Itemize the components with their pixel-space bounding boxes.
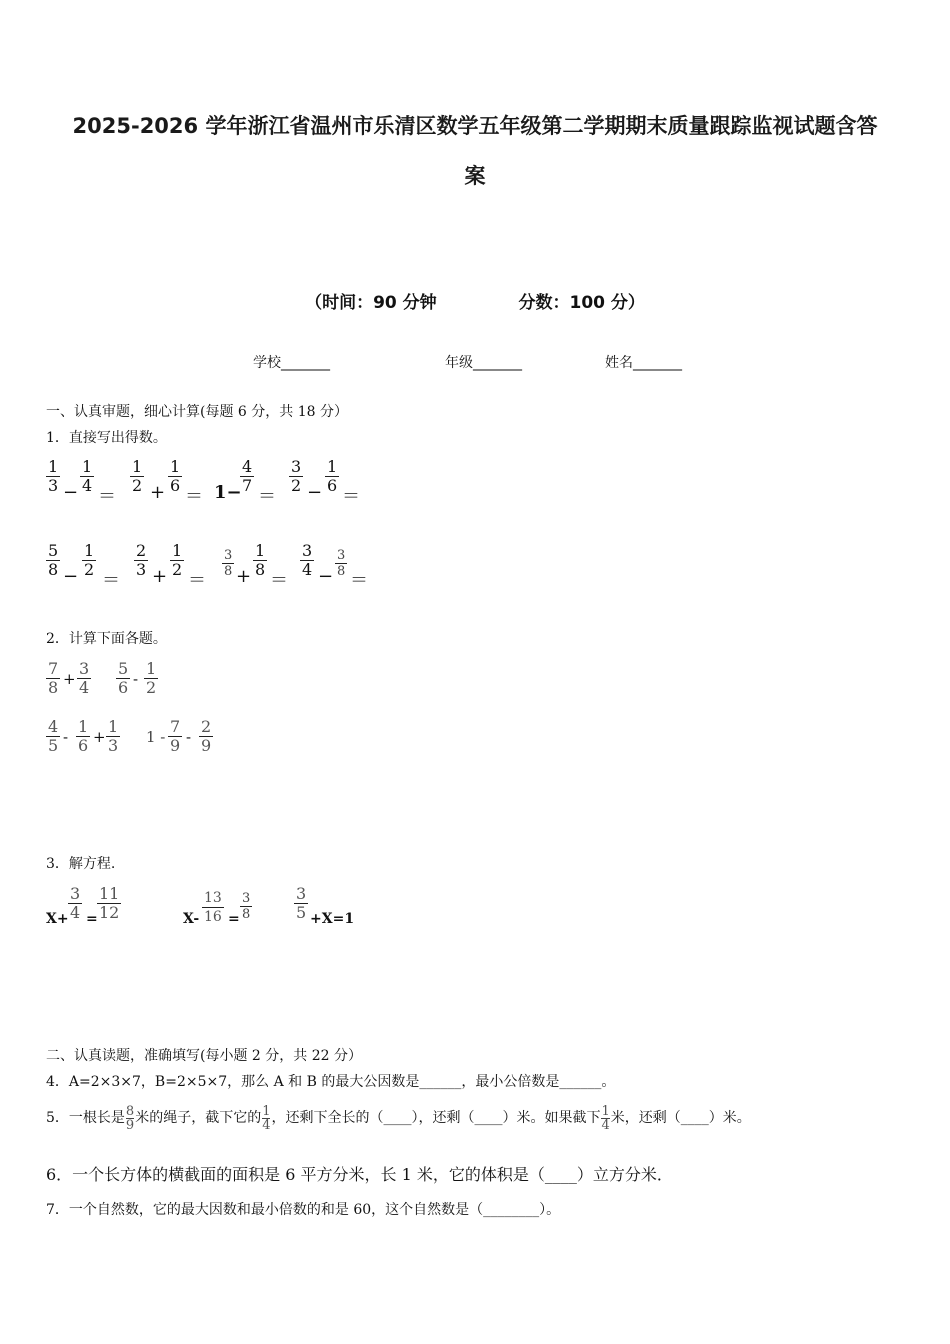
fraction: $\frac{3}{8}$ (242, 891, 251, 922)
fraction: $\frac{1}{4}$ (601, 1103, 610, 1133)
section2-heading: 二、认真读题，准确填写(每小题 2 分，共 22 分） (46, 1048, 362, 1064)
fraction: $\frac{7}{8}$ (48, 659, 59, 697)
fraction: $\frac{1}{3}$ (108, 717, 119, 755)
fraction: $\frac{5}{8}$ (48, 541, 59, 579)
exam-title-line1: 2025-2026 学年浙江省温州市乐清区数学五年级第二学期期末质量跟踪监视试题含答 (72, 114, 878, 138)
fraction: $\frac{3}{4}$ (79, 659, 90, 697)
fraction: $\frac{1}{8}$ (255, 541, 266, 579)
grade-field: 年级_______ (445, 355, 522, 371)
fraction: $\frac{5}{6}$ (118, 659, 129, 697)
q1-label: 1．直接写出得数。 (46, 430, 167, 446)
q1-row2: $\frac{5}{8}$ − $\frac{1}{2}$ ＝ $\frac{2}{3}$ + $\frac{1}{2}$ ＝ $\frac{3}{8}$ + $\frac{1}{8}$ ＝ $\frac{3}{4}$ − $\frac{3}{8}$ ＝ (48, 541, 368, 591)
fraction: $\frac{1}{2}$ (132, 457, 143, 495)
fraction: $\frac{2}{3}$ (136, 541, 147, 579)
fraction: $\frac{1}{6}$ (170, 457, 181, 495)
fraction: $\frac{1}{6}$ (327, 457, 338, 495)
score-info: 分数：100 分） (518, 293, 645, 313)
q2-row2: $\frac{4}{5}$ - $\frac{1}{6}$ + $\frac{1}{3}$ 1 - $\frac{7}{9}$ - $\frac{2}{9}$ (48, 717, 212, 755)
fraction: $\frac{1}{6}$ (78, 717, 89, 755)
fraction: $\frac{3}{4}$ (302, 541, 313, 579)
section1-heading: 一、认真审题，细心计算(每题 6 分，共 18 分） (46, 404, 348, 420)
q2-label: 2．计算下面各题。 (46, 631, 167, 647)
q1-row1: $\frac{1}{3}$ − $\frac{1}{4}$ ＝ $\frac{1}{2}$ + $\frac{1}{6}$ ＝ 1− $\frac{4}{7}$ ＝ $\frac{3}{2}$ − $\frac{1}{6}$ ＝ (48, 457, 360, 507)
fraction: $\frac{4}{5}$ (48, 717, 59, 755)
name-field: 姓名_______ (605, 355, 682, 371)
q7-text: 7．一个自然数，它的最大因数和最小倍数的和是 60，这个自然数是（________）。 (46, 1202, 561, 1218)
fraction: $\frac{1}{2}$ (84, 541, 95, 579)
time-info: （时间：90 分钟 (305, 293, 437, 313)
q5-text: 5．一根长是 $\frac{8}{9}$ 米的绳子，截下它的 $\frac{1}{4}$ ，还剩下全长的（____），还剩（____）米。如果截下 $\frac{1}{4}$ 米，还剩（____）米。 (46, 1103, 751, 1133)
fraction: $\frac{3}{8}$ (224, 548, 233, 579)
fraction: $\frac{1}{2}$ (146, 659, 157, 697)
fraction: $\frac{3}{8}$ (337, 548, 346, 579)
fraction: $\frac{1}{3}$ (48, 457, 59, 495)
fraction: $\frac{4}{7}$ (242, 457, 253, 495)
fraction: $\frac{1}{2}$ (172, 541, 183, 579)
fraction: $\frac{11}{12}$ (99, 884, 120, 922)
fraction: $\frac{3}{4}$ (70, 884, 81, 922)
fraction: $\frac{3}{2}$ (291, 457, 302, 495)
fraction: $\frac{8}{9}$ (125, 1103, 135, 1133)
exam-meta (0, 288, 950, 313)
fraction: $\frac{1}{4}$ (262, 1103, 271, 1133)
fraction: $\frac{7}{9}$ (170, 717, 181, 755)
q2-row1: $\frac{7}{8}$ + $\frac{3}{4}$ $\frac{5}{6}$ - $\frac{1}{2}$ (48, 659, 157, 697)
fraction: $\frac{3}{5}$ (296, 884, 307, 922)
q6-text: 6．一个长方体的横截面的面积是 6 平方分米，长 1 米，它的体积是（____）立方分米． (46, 1165, 673, 1184)
fraction: $\frac{2}{9}$ (201, 717, 212, 755)
q3-equations: X+ $\frac{3}{4}$ = $\frac{11}{12}$ X- $\frac{13}{16}$ = $\frac{3}{8}$ $\frac{3}{5}$ +X=1 (46, 884, 355, 927)
q4-text: 4．A=2×3×7，B=2×5×7，那么 A 和 B 的最大公因数是______，最小公倍数是______。 (46, 1074, 616, 1090)
q3-label: 3．解方程. (46, 856, 116, 872)
school-field: 学校_______ (253, 355, 330, 371)
fraction: $\frac{13}{16}$ (204, 890, 222, 925)
exam-title-line2: 案 (464, 164, 486, 188)
fraction: $\frac{1}{4}$ (82, 457, 93, 495)
